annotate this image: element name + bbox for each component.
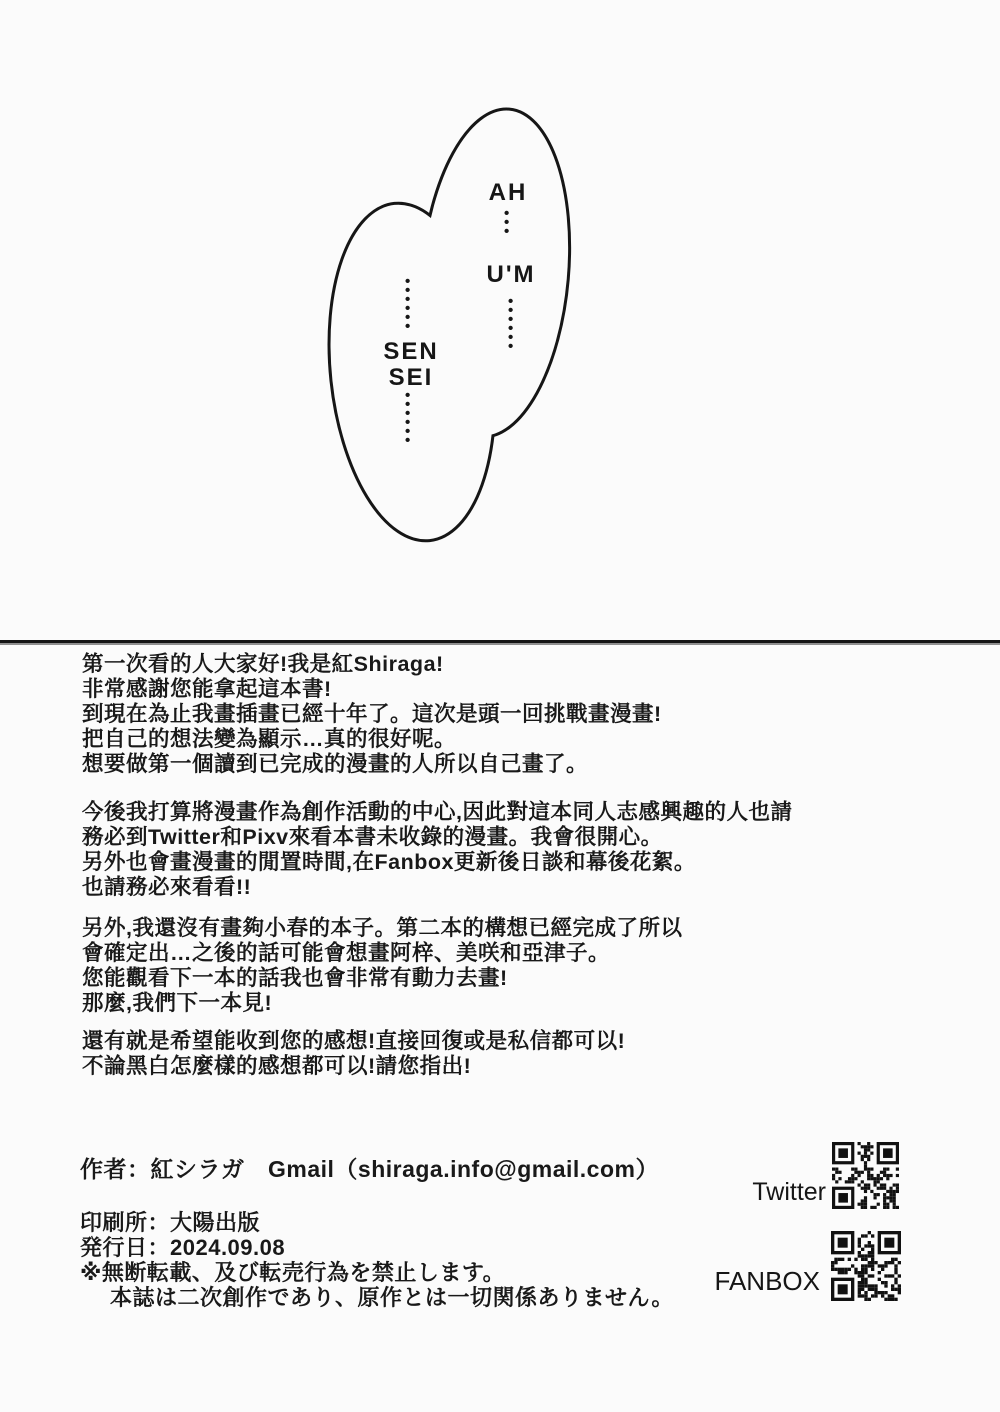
- ellipsis-dots-right-top: •••: [504, 205, 510, 240]
- afterword-line: 到現在為止我畫插畫已經十年了。這次是頭一回挑戰畫漫畫!: [82, 702, 662, 726]
- ellipsis-dots-left-top: ••••••: [405, 273, 411, 335]
- ellipsis-dots-left-bottom: ••••••: [405, 387, 411, 449]
- fanbox-label: FANBOX: [714, 1266, 820, 1296]
- author-line: 作者：紅シラガ Gmail（shiraga.info@gmail.com）: [80, 1156, 659, 1182]
- reprint-notice-line: ※無断転載、及び転売行為を禁止します。: [80, 1260, 506, 1285]
- afterword-paragraph-3: [82, 916, 682, 1016]
- twitter-qr-code: [832, 1142, 899, 1209]
- afterword-line: 另外,我還沒有畫夠小春的本子。第二本的構想已經完成了所以: [82, 916, 683, 940]
- afterword-line: 今後我打算將漫畫作為創作活動的中心,因此對這本同人志感興趣的人也請: [82, 800, 793, 824]
- afterword-line: 會確定出…之後的話可能會想畫阿梓、美咲和亞津子。: [82, 941, 611, 965]
- afterword-line: 非常感謝您能拿起這本書!: [82, 677, 332, 701]
- ellipsis-dots-right-bottom: ••••••: [508, 293, 514, 355]
- afterword-line: 第一次看的人大家好!我是紅Shiraga!: [82, 652, 444, 676]
- afterword-line: 另外也會畫漫畫的閒置時間,在Fanbox更新後日談和幕後花絮。: [82, 850, 696, 874]
- bubble-word-sen: SEN: [383, 338, 439, 365]
- afterword-line: 那麼,我們下一本見!: [82, 991, 273, 1015]
- bubble-word-um: U'M: [486, 261, 536, 288]
- afterword-line: 還有就是希望能收到您的感想!直接回復或是私信都可以!: [82, 1029, 626, 1053]
- derivative-notice-line: 本誌は二次創作であり、原作とは一切関係ありません。: [110, 1285, 674, 1310]
- afterword-paragraph-1: [82, 652, 662, 777]
- afterword-paragraph-4: [82, 1029, 625, 1079]
- afterword-line: 想要做第一個讀到已完成的漫畫的人所以自己畫了。: [82, 752, 589, 776]
- afterword-line: 務必到Twitter和Pixv來看本書未收錄的漫畫。我會很開心。: [82, 825, 663, 849]
- fanbox-qr-code: [831, 1231, 901, 1301]
- afterword-line: 把自己的想法變為顯示…真的很好呢。: [82, 727, 457, 751]
- issue-date-line: 発行日：2024.09.08: [80, 1235, 286, 1260]
- bubble-word-ah: AH: [488, 179, 528, 206]
- afterword-paragraph-2: [82, 800, 792, 900]
- bubble-word-sei: SEI: [388, 364, 434, 391]
- afterword-line: 您能觀看下一本的話我也會非常有動力去畫!: [82, 966, 508, 990]
- afterword-line: 也請務必來看看!!: [82, 875, 252, 899]
- section-divider-line: [0, 640, 1000, 645]
- speech-bubble: [320, 98, 590, 550]
- afterword-line: 不論黑白怎麼樣的感想都可以!請您指出!: [82, 1054, 472, 1078]
- twitter-label: Twitter: [752, 1178, 826, 1206]
- printer-line: 印刷所：大陽出版: [80, 1210, 261, 1235]
